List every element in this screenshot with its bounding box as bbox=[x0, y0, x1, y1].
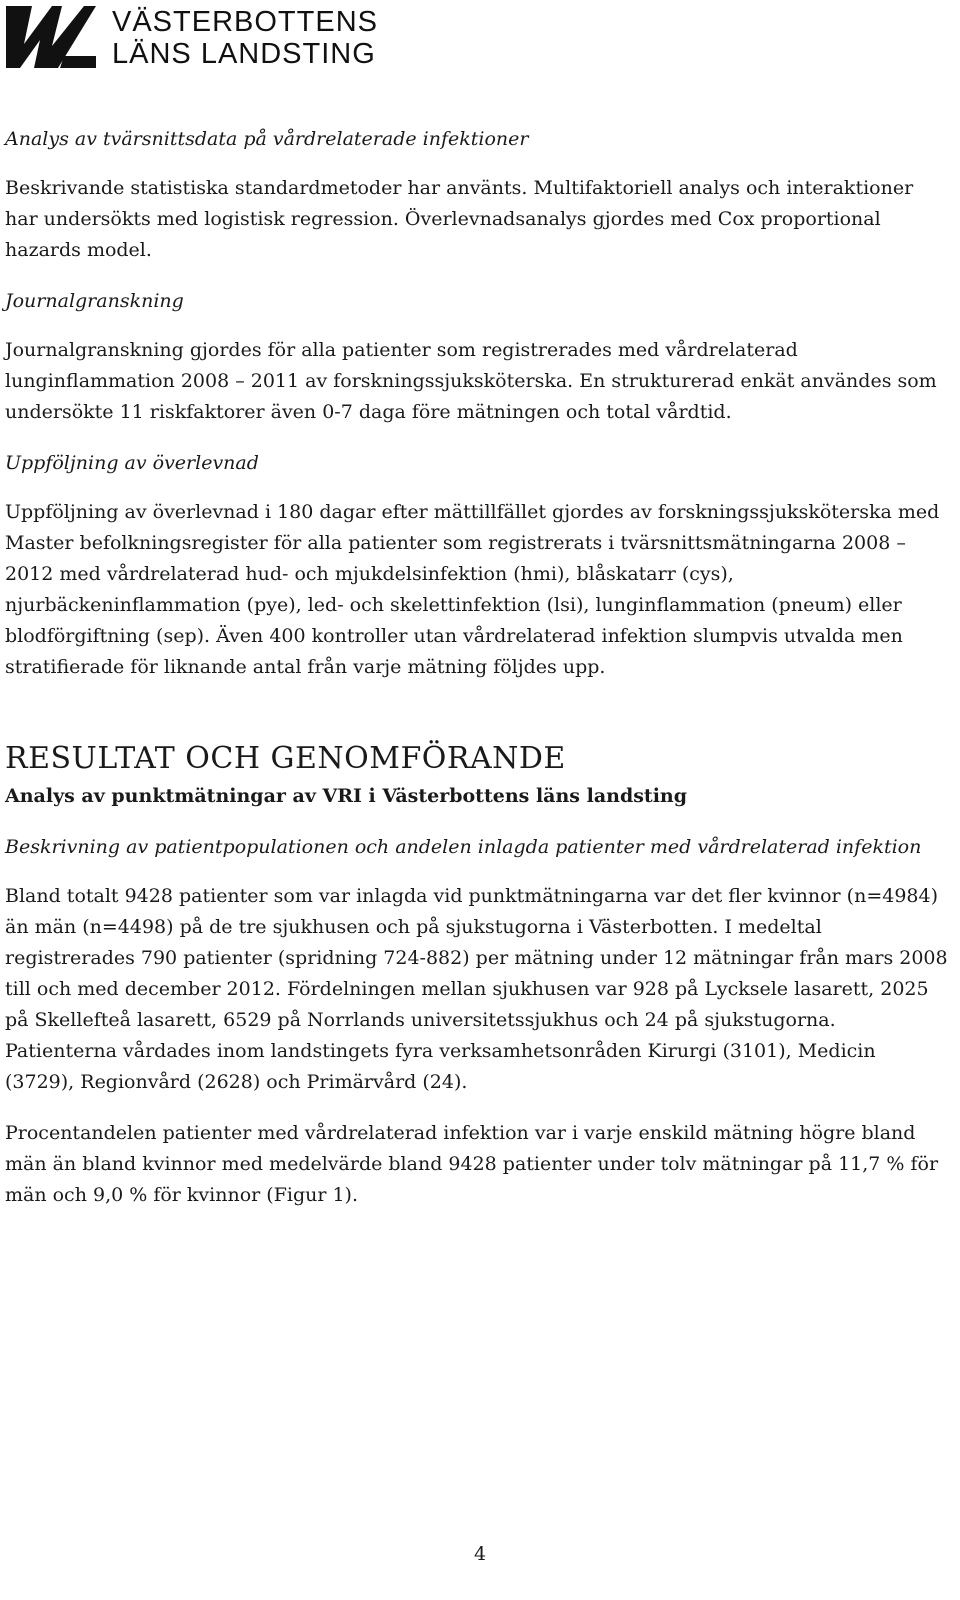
paragraph-statistics: Beskrivande statistiska standardmetoder har använts. Multifaktoriell analys och interaktioner har undersökts med logistisk regression. Överlevnadsanalys gjordes med Cox proportional hazards model. bbox=[5, 177, 914, 261]
results-heading: RESULTAT OCH GENOMFÖRANDE bbox=[5, 741, 566, 776]
results-subheading: Analys av punktmätningar av VRI i Västerbottens läns landsting bbox=[5, 785, 688, 807]
paragraph-journalgranskning: Journalgranskning gjordes för alla patienter som registrerades med vårdrelaterad lunginflammation 2008 – 2011 av forskningssjuksköterska. En strukturerad enkät användes som undersökte 11 riskfaktorer även 0-7 daga före mätningen och total vårdtid. bbox=[5, 339, 937, 423]
subsection-heading-patientpopulation: Beskrivning av patientpopulationen och andelen inlagda patienter med vårdrelaterad infektion bbox=[5, 836, 922, 858]
paragraph-percentages: Procentandelen patienter med vårdrelaterad infektion var i varje enskild mätning högre bland män än bland kvinnor med medelvärde bland 9428 patienter under tolv mätningar på 11,7 % för män och 9,0 % för kvinnor (Figur 1). bbox=[5, 1122, 939, 1206]
paragraph-patient-totals: Bland totalt 9428 patienter som var inlagda vid punktmätningarna var det fler kvinnor (n=4984) än män (n=4498) på de tre sjukhusen och på sjukstugorna i Västerbotten. I medeltal registrerades 790 patienter (spridning 724-882) per mätning under 12 mätningar från mars 2008 till och med december 2012. Fördelningen mellan sjukhusen var 928 på Lycksele lasarett, 2025 på Skellefteå lasarett, 6529 på Norrlands universitetssjukhus och 24 på sjukstugorna. Patienterna vårdades inom landstingets fyra verksamhetsonråden Kirurgi (3101), Medicin (3729), Regionvård (2628) och Primärvård (24). bbox=[5, 885, 948, 1093]
section-heading-uppfoljning: Uppföljning av överlevnad bbox=[5, 452, 259, 474]
document-body bbox=[5, 124, 950, 1231]
logo-mark-icon bbox=[4, 6, 96, 68]
section-heading-tvarsnittsdata: Analys av tvärsnittsdata på vårdrelaterade infektioner bbox=[5, 128, 529, 150]
logo-text-line1: VÄSTERBOTTENS bbox=[112, 6, 378, 38]
page-number: 4 bbox=[473, 1543, 487, 1565]
section-heading-journalgranskning: Journalgranskning bbox=[5, 290, 184, 312]
logo-text-line2: LÄNS LANDSTING bbox=[112, 38, 376, 70]
organization-logo bbox=[4, 4, 404, 68]
paragraph-uppfoljning: Uppföljning av överlevnad i 180 dagar efter mättillfället gjordes av forskningssjuksköterska med Master befolkningsregister för alla patienter som registrerats i tvärsnittsmätningarna 2008 – 2012 med vårdrelaterad hud- och mjukdelsinfektion (hmi), blåskatarr (cys), njurbäckeninflammation (pye), led- och skelettinfektion (lsi), lunginflammation (pneum) eller blodförgiftning (sep). Även 400 kontroller utan vårdrelaterad infektion slumpvis utvalda men stratifierade för liknande antal från varje mätning följdes upp. bbox=[5, 501, 940, 678]
